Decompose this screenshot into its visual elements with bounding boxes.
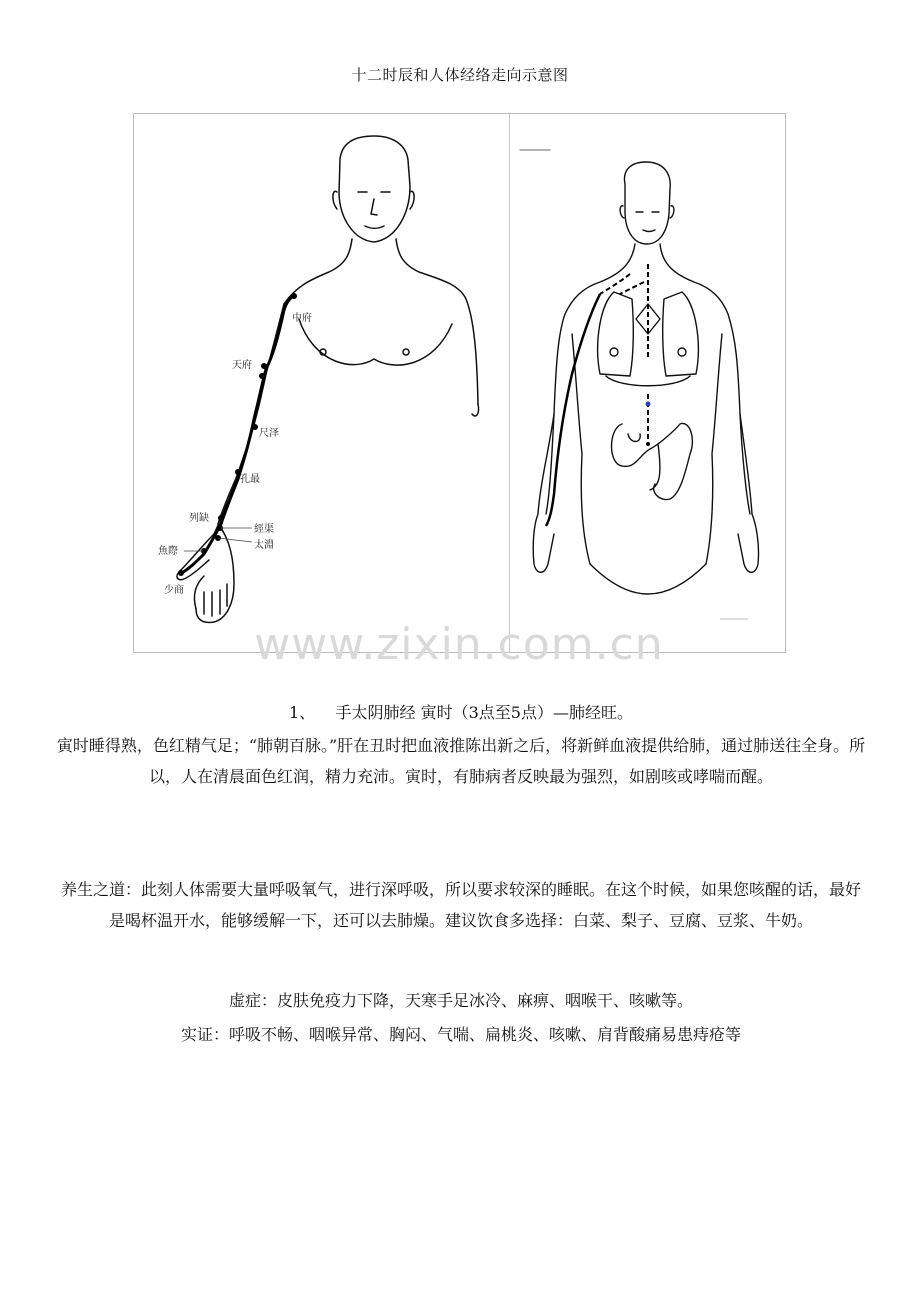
point-label-jingqu: 經渠 — [254, 524, 274, 535]
intro-paragraph: 寅时睡得熟，色红精气足；“肺朝百脉。”肝在丑时把血液推陈出新之后，将新鲜血液提供给肺，通过肺送往全身。所以，人在清晨面色红润，精力充沛。寅时，有肺病者反映最为强烈，如剧咳或哮喘而醒。 — [56, 736, 866, 786]
point-label-zhongfu: 中府 — [292, 313, 312, 324]
point-label-shaoshang: 少商 — [164, 585, 184, 596]
point-label-tianfu: 天府 — [232, 360, 252, 371]
point-label-lieque: 列缺 — [189, 513, 209, 524]
point-label-taiyuan: 太淵 — [254, 540, 274, 551]
torso-organs-illustration — [510, 114, 786, 652]
page-title: 十二时辰和人体经络走向示意图 — [351, 66, 569, 84]
watermark: www.zixin.com.cn — [254, 619, 664, 670]
section-heading-text: 手太阴肺经 寅时（3点至5点）—肺经旺。 — [335, 703, 633, 722]
deficiency-symptoms: 虚症：皮肤免疫力下降，天寒手足冰冷、麻痹、咽喉干、咳嗽等。 — [228, 991, 693, 1010]
health-way-paragraph: 养生之道：此刻人体需要大量呼吸氧气，进行深呼吸，所以要求较深的睡眠。在这个时候，如果您咳醒的话，最好是喝杯温开水，能够缓解一下，还可以去肺燥。建议饮食多选择：白菜、梨子、豆腐、豆浆、牛奶。 — [60, 880, 861, 930]
point-label-chize: 尺泽 — [259, 428, 279, 439]
point-label-kongzui: 孔最 — [240, 474, 260, 485]
arm-meridian-illustration — [134, 114, 509, 652]
meridian-figure — [133, 113, 786, 670]
section-number: 1、 — [289, 703, 316, 722]
excess-symptoms: 实证：呼吸不畅、咽喉异常、胸闷、气喘、扁桃炎、咳嗽、肩背酸痛易患痔疮等 — [180, 1025, 741, 1044]
point-label-yuji: 魚際 — [158, 546, 178, 557]
section-heading — [55, 697, 867, 728]
